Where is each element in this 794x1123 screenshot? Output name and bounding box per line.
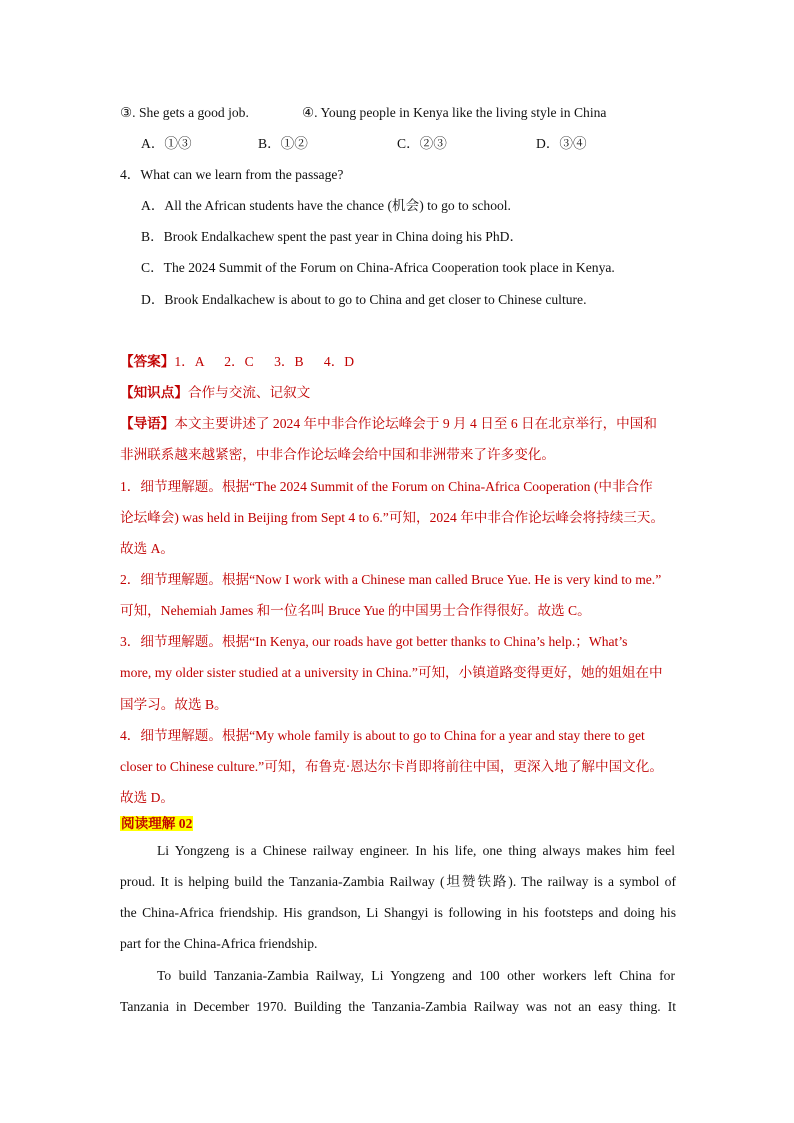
passage-line: To build Tanzania-Zambia Railway, Li Yongzeng and 100 other workers left China for	[157, 968, 675, 983]
passage-line: proud. It is helping build the Tanzania-Zambia Railway (坦赞铁路). The railway is a symbol of	[120, 874, 676, 889]
explanation-line: more, my older sister studied at a university in China.”可知，小镇道路变得更好，她的姐姐在中	[120, 665, 663, 680]
explanation-line: 论坛峰会) was held in Beijing from Sept 4 to 6.”可知，2024 年中非合作论坛峰会将持续三天。	[120, 510, 665, 525]
passage-line: part for the China-Africa friendship.	[120, 936, 318, 951]
knowledge-line	[120, 384, 310, 402]
q3-option-3: ③. She gets a good job.	[120, 105, 249, 120]
q4-stem: 4．What can we learn from the passage?	[120, 167, 344, 182]
explanation-line: 2．细节理解题。根据“Now I work with a Chinese man called Bruce Yue. He is very kind to me.”	[120, 572, 662, 587]
guide-tag: 【导语】	[120, 416, 175, 431]
explanation-line: 4．细节理解题。根据“My whole family is about to go to China for a year and stay there to get	[120, 728, 645, 743]
passage-line: the China-Africa friendship. His grandson, Li Shangyi is following in his footsteps and doing his	[120, 905, 676, 920]
q4-option-c: C．The 2024 Summit of the Forum on China-Africa Cooperation took place in Kenya.	[141, 260, 615, 275]
q3-choice-b: B．①②	[258, 136, 308, 151]
passage-line: Li Yongzeng is a Chinese railway engineer. In his life, one thing always makes him feel	[157, 843, 675, 858]
q3-option-4: ④. Young people in Kenya like the living style in China	[302, 105, 607, 120]
knowledge-tag: 【知识点】	[120, 385, 188, 400]
guide-line-2: 非洲联系越来越紧密，中非合作论坛峰会给中国和非洲带来了许多变化。	[120, 447, 555, 462]
answer-text: 1．A 2．C 3．B 4．D	[174, 354, 355, 369]
guide-text-1: 本文主要讲述了 2024 年中非合作论坛峰会于 9 月 4 日至 6 日在北京举行，中国和	[174, 416, 657, 431]
guide-line-1	[120, 415, 657, 433]
section-title	[120, 815, 193, 833]
explanation-line: 3．细节理解题。根据“In Kenya, our roads have got better thanks to China’s help.；What’s	[120, 634, 628, 649]
explanation-line: 可知，Nehemiah James 和一位名叫 Bruce Yue 的中国男士合作得很好。故选 C。	[120, 603, 591, 618]
explanation-line: closer to Chinese culture.”可知，布鲁克·恩达尔卡肖即将前往中国，更深入地了解中国文化。	[120, 759, 663, 774]
passage-line: Tanzania in December 1970. Building the Tanzania-Zambia Railway was not an easy thing. It	[120, 999, 676, 1014]
explanation-line: 1．细节理解题。根据“The 2024 Summit of the Forum on China-Africa Cooperation (中非合作	[120, 479, 653, 494]
q4-option-a: A．All the African students have the chance (机会) to go to school.	[141, 198, 511, 213]
q3-choice-a: A．①③	[141, 136, 192, 151]
answer-tag: 【答案】	[120, 354, 175, 369]
q4-option-d: D．Brook Endalkachew is about to go to China and get closer to Chinese culture.	[141, 292, 587, 307]
explanation-line: 国学习。故选 B。	[120, 697, 228, 712]
knowledge-text: 合作与交流、记叙文	[187, 385, 311, 400]
answer-line	[120, 353, 354, 371]
q3-choice-c: C．②③	[397, 136, 447, 151]
section-title-text: 阅读理解 02	[121, 816, 193, 831]
explanation-line: 故选 D。	[120, 790, 174, 805]
q4-option-b: B．Brook Endalkachew spent the past year in China doing his PhD．	[141, 229, 524, 244]
explanation-line: 故选 A。	[120, 541, 174, 556]
q3-choice-d: D．③④	[536, 136, 587, 151]
